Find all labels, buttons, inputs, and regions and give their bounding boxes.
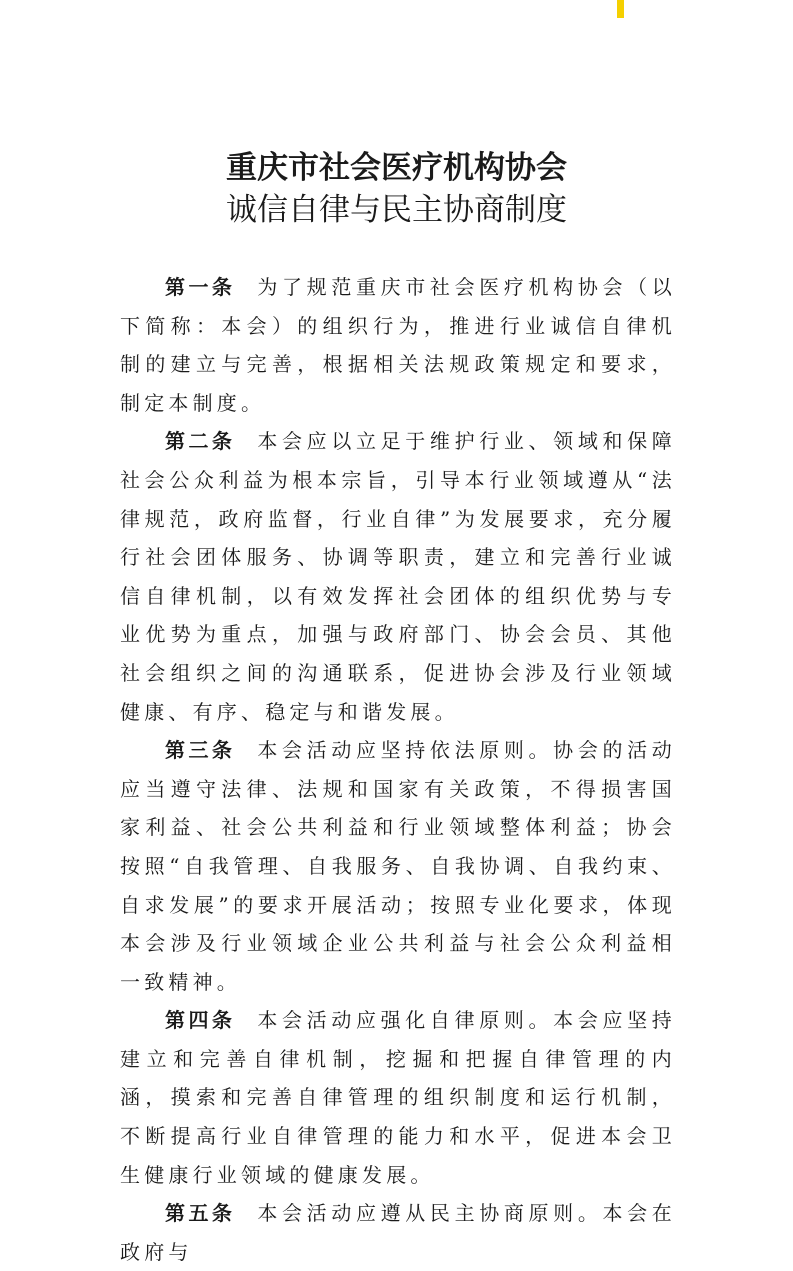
article-paragraph bbox=[120, 268, 676, 422]
article-label: 第四条 bbox=[165, 1008, 236, 1033]
article-text: 本会活动应坚持依法原则。协会的活动应当遵守法律、法规和国家有关政策，不得损害国家利益、社会公共利益和行业领域整体利益；协会按照“自我管理、自我服务、自我协调、自我约束、自求发展”的要求开展活动；按照专业化要求，体现本会涉及行业领域企业公共利益与社会公众利益相一致精神。 bbox=[120, 738, 676, 994]
document-title-line-2: 诚信自律与民主协商制度 bbox=[226, 192, 567, 228]
article-paragraph bbox=[120, 422, 676, 731]
document-body bbox=[120, 268, 676, 1271]
article-label: 第五条 bbox=[165, 1201, 236, 1226]
article-text: 本会应以立足于维护行业、领域和保障社会公众利益为根本宗旨，引导本行业领域遵从“法律规范，政府监督，行业自律”为发展要求，充分履行社会团体服务、协调等职责，建立和完善行业诚信自律机制，以有效发挥社会团体的组织优势与专业优势为重点，加强与政府部门、协会会员、其他社会组织之间的沟通联系，促进协会涉及行业领域健康、有序、稳定与和谐发展。 bbox=[120, 429, 676, 724]
document-title-line-1: 重庆市社会医疗机构协会 bbox=[226, 150, 567, 186]
article-paragraph bbox=[120, 731, 676, 1001]
article-paragraph bbox=[120, 1194, 676, 1271]
article-text: 为了规范重庆市社会医疗机构协会（以下简称：本会）的组织行为，推进行业诚信自律机制的建立与完善，根据相关法规政策规定和要求，制定本制度。 bbox=[120, 275, 676, 415]
article-label: 第三条 bbox=[165, 738, 236, 763]
article-text: 本会活动应遵从民主协商原则。本会在政府与 bbox=[120, 1201, 676, 1264]
yellow-corner-marker bbox=[617, 0, 624, 18]
article-paragraph bbox=[120, 1001, 676, 1194]
article-label: 第二条 bbox=[165, 429, 236, 454]
article-text: 本会活动应强化自律原则。本会应坚持建立和完善自律机制，挖掘和把握自律管理的内涵，摸索和完善自律管理的组织制度和运行机制，不断提高行业自律管理的能力和水平，促进本会卫生健康行业领域的健康发展。 bbox=[120, 1008, 676, 1187]
article-label: 第一条 bbox=[165, 275, 236, 299]
